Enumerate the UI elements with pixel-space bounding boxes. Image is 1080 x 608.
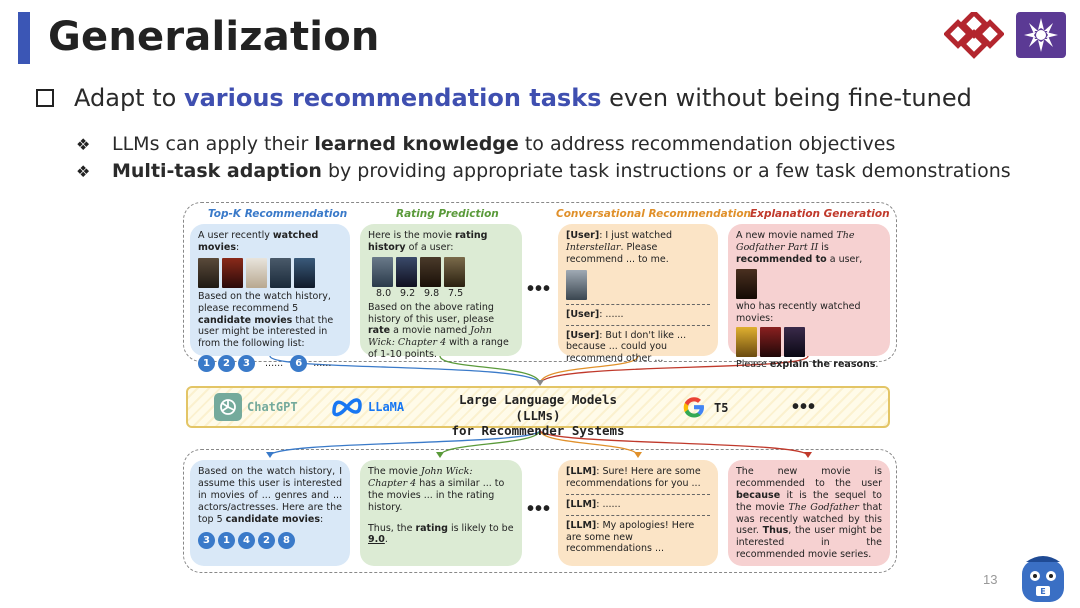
llm-title (443, 392, 633, 439)
chatgpt-icon (214, 393, 242, 421)
llama-label: LLaMA (368, 400, 405, 414)
text: rating history (368, 230, 488, 253)
explanation-output-card (728, 460, 890, 566)
google-icon (680, 393, 708, 421)
text: has a similar ... to the movies ... in the rating history. (368, 477, 505, 513)
text: [User] (566, 308, 600, 320)
chatgpt-label: ChatGPT (247, 400, 298, 414)
conversational-input-card (558, 224, 718, 365)
checkbox-bullet-icon (36, 89, 54, 107)
sub1-bold: learned knowledge (314, 133, 519, 155)
conversational-output-card (558, 460, 718, 566)
text: John Wick: Chapter 4 (368, 466, 473, 489)
text: John Wick: Chapter 4 (368, 325, 492, 349)
text: [User] (566, 329, 600, 341)
watched-posters (198, 258, 342, 288)
movie-poster-icon (736, 327, 757, 357)
diamond-bullet-icon: ❖ (76, 162, 91, 181)
text: explain the reasons (769, 359, 876, 371)
more-models-dots: ••• (792, 396, 817, 418)
movie-poster-icon (294, 258, 315, 288)
recommended-list (198, 532, 342, 549)
recommended-circle: 1 (218, 532, 235, 549)
university-logo-icon (944, 12, 1004, 60)
sub1-post: to address recommendation objectives (518, 133, 896, 155)
text: candidate movies (225, 513, 320, 525)
sub1-pre: LLMs can apply their (112, 133, 315, 155)
text: recommended to (736, 253, 827, 265)
rating-input-card (360, 224, 522, 361)
predicted-rating: 9.0 (368, 534, 385, 546)
movie-poster-icon (246, 258, 267, 288)
text: A user recently (198, 230, 273, 241)
movie-poster-icon (396, 257, 417, 287)
svg-text:E: E (1040, 587, 1046, 596)
text: Here is the movie (368, 230, 455, 241)
text: [LLM] (566, 498, 597, 510)
recommended-circle: 8 (278, 532, 295, 549)
bullet-prefix: Adapt to (74, 84, 184, 112)
text: A new movie named (736, 230, 837, 241)
text: Thus, the (368, 522, 416, 534)
user-turn-2 (566, 309, 710, 321)
topk-line1 (198, 230, 342, 254)
explanation-output-text (736, 466, 882, 561)
lab-logo-icon (1016, 12, 1066, 58)
sub-bullet-1 (76, 133, 895, 155)
rating-value: 9.2 (400, 287, 416, 299)
movie-poster-icon (222, 258, 243, 288)
text: : ...... (596, 498, 621, 510)
separator (566, 304, 710, 305)
expl-line1 (736, 230, 882, 266)
text: watched movies (198, 230, 319, 253)
text: it is the sequel to the movie (736, 489, 882, 513)
text: : (235, 241, 240, 253)
movie-poster-icon (736, 269, 757, 299)
candidate-list (198, 355, 342, 372)
text: . Please recommend ... to me. (566, 241, 669, 265)
more-tasks-dots: ••• (527, 278, 552, 300)
llm-title-line1: Large Language Models (LLMs) (458, 392, 618, 423)
candidate-circle: 3 (238, 355, 255, 372)
separator (566, 494, 710, 495)
text: The Godfather Part II (736, 230, 855, 253)
main-bullet (36, 84, 972, 112)
topk-body (198, 291, 342, 350)
slide-title: Generalization (48, 14, 380, 60)
candidate-circle: 6 (290, 355, 307, 372)
text: Interstellar (566, 241, 621, 253)
llm-turn-2 (566, 499, 710, 511)
ellipsis: ...... (313, 358, 332, 370)
rating-value: 8.0 (376, 287, 392, 299)
conv-poster (566, 270, 710, 300)
recommended-circle: 3 (198, 532, 215, 549)
text: [LLM] (566, 466, 597, 477)
candidate-circle: 2 (218, 355, 235, 372)
sub-bullet-2 (76, 160, 1011, 182)
text: of a user: (405, 241, 454, 253)
expl-posters (736, 327, 882, 357)
text: : My apologies! Here are some new recommendations ... (566, 519, 695, 555)
rating-output-line2 (368, 523, 514, 547)
movie-poster-icon (566, 270, 587, 300)
header-conversational: Conversational Recommendation (556, 208, 752, 220)
separator (566, 515, 710, 516)
separator (566, 325, 710, 326)
text: [LLM] (566, 519, 597, 531)
page-number: 13 (983, 572, 998, 587)
topk-output-card (190, 460, 350, 566)
movie-poster-icon (420, 257, 441, 287)
text: candidate movies (198, 314, 293, 326)
header-topk: Top-K Recommendation (208, 208, 348, 220)
text: Based on the watch history, I assume this user is interested in movies of ... genres and ... actors/actresses. Here are the top 5 (198, 466, 342, 525)
movie-poster-icon (760, 327, 781, 357)
more-outputs-dots: ••• (527, 498, 552, 520)
diamond-bullet-icon: ❖ (76, 135, 91, 154)
meta-icon (330, 396, 364, 418)
text: is likely to be (447, 522, 514, 534)
text: : I just watched (599, 230, 673, 241)
text: with a range of 1-10 points. (368, 337, 509, 361)
text: a user, (826, 253, 863, 265)
expl-line2: who has recently watched movies: (736, 300, 861, 324)
movie-poster-icon (270, 258, 291, 288)
recommended-circle: 2 (258, 532, 275, 549)
recommended-circle: 4 (238, 532, 255, 549)
text: is (818, 241, 829, 253)
text: rate (368, 325, 391, 337)
text: Please (736, 359, 770, 371)
sub2-bold: Multi-task adaption (112, 160, 322, 182)
llm-title-line2: for Recommender Systems (451, 423, 625, 439)
text: The new movie is recommended to the user (736, 466, 882, 489)
text: that was recently watched by this user. (736, 501, 882, 537)
rated-posters (372, 257, 514, 287)
user-turn-1 (566, 230, 710, 266)
movie-poster-icon (372, 257, 393, 287)
header-rating: Rating Prediction (396, 208, 499, 220)
movie-poster-icon (444, 257, 465, 287)
text: . (875, 359, 879, 371)
text: : But I don't like ... because ... could you recommend other ... (566, 329, 687, 365)
text: Based on the above rating history of this user, please (368, 301, 495, 325)
text: that the user might be interested in from the following list: (198, 314, 334, 350)
llm-turn-3 (566, 520, 710, 556)
text: , the user might be interested in the recommended movie series. (736, 525, 882, 561)
text: : Sure! Here are some recommendations for you ... (566, 466, 701, 489)
topk-input-card (190, 224, 350, 370)
text: a movie named (390, 325, 471, 337)
rating-values (376, 288, 514, 300)
t5-label: T5 (714, 401, 729, 415)
title-accent-bar (18, 12, 30, 64)
bullet-accent: various recommendation tasks (183, 84, 602, 112)
text: [User] (566, 230, 600, 241)
text: : (320, 513, 324, 525)
expl-poster-1 (736, 269, 882, 299)
text: Thus (762, 525, 789, 537)
expl-line3 (736, 359, 882, 371)
candidate-circle: 1 (198, 355, 215, 372)
explanation-input-card (728, 224, 890, 371)
text: : ...... (599, 308, 624, 320)
movie-poster-icon (784, 327, 805, 357)
bullet-suffix: even without being fine-tuned (601, 84, 972, 112)
text: because (736, 489, 781, 501)
rating-output-line1 (368, 466, 514, 514)
ellipsis: ...... (265, 358, 284, 370)
text: The Godfather (788, 501, 859, 513)
mascot-icon (1016, 548, 1070, 604)
text: Based on the watch history, please recommend 5 (198, 290, 331, 314)
topk-output-text (198, 466, 342, 525)
text: The movie (368, 466, 421, 477)
user-turn-3 (566, 330, 710, 366)
text: . (384, 534, 388, 546)
text: rating (415, 522, 448, 534)
movie-poster-icon (198, 258, 219, 288)
rating-line1 (368, 230, 514, 254)
rating-value: 9.8 (424, 287, 440, 299)
rating-value: 7.5 (448, 287, 464, 299)
llm-turn-1 (566, 466, 710, 490)
header-explanation: Explanation Generation (750, 208, 890, 220)
sub2-post: by providing appropriate task instructions or a few task demonstrations (321, 160, 1011, 182)
rating-body (368, 302, 514, 361)
rating-output-card (360, 460, 522, 566)
